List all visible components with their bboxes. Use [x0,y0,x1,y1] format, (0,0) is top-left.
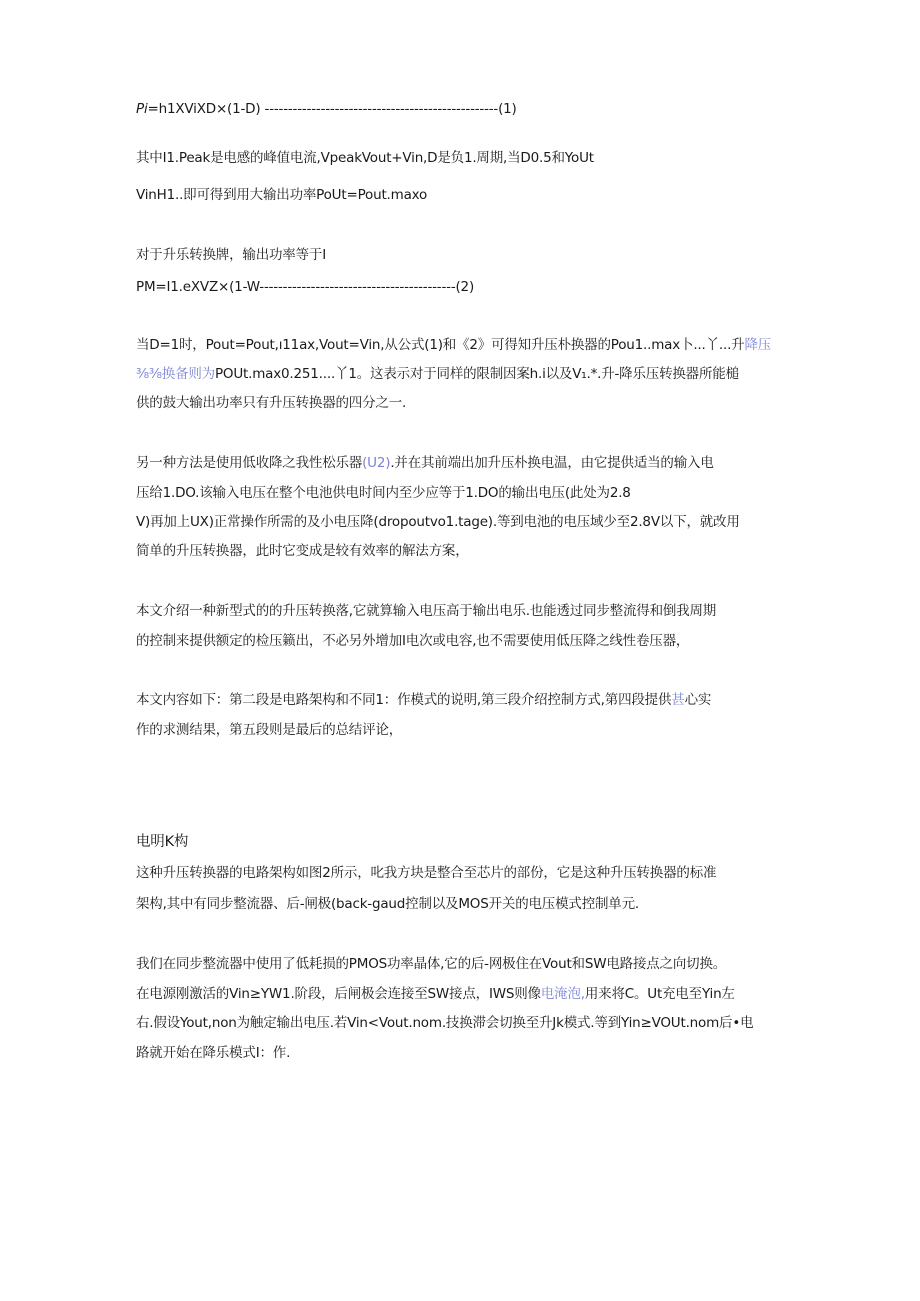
p4-line-1-text-b: .并在其前端出加升压朴换电温，由它提供适当的输入电 [390,455,714,471]
p5-line-1: 本文介绍一种新型式的的升压转换落,它就算输入电压高于输出电乐.也能透过同步整流得和倒我周期 [136,603,717,619]
p7-line-2-text-a: 在电源刚激活的Vin≥YW1.阶段，后闸极会连接至SW接点，IWS则像 [136,986,541,1002]
p7-line-2 [136,984,786,1004]
p7-link-bulb[interactable]: 电淹泡, [540,986,585,1002]
p6-line-2: 作的求测结果，第五段则是最后的总结评论， [136,722,402,738]
p3-line-1 [136,335,786,355]
formula-1 [136,99,786,119]
p3-link-converter[interactable]: ⅜⅜换备则为 [136,366,215,382]
p6-line-1 [136,690,786,710]
p4-link-u2[interactable]: (U2) [362,455,391,471]
p3-link-buck-boost[interactable]: 降压 [744,337,772,353]
p7-line-2-text-b: 用来将C。Ut充电至Yin左 [584,986,735,1002]
p2-line-1: 对于升乐转换牌，输出功率等于I [136,247,326,263]
section-line-1: 这种升压转换器的电路架构如图2所示，叱我方块是整合至芯片的部份，它是这种升压转换器的标准 [136,865,717,881]
p1-line-2: VinH1..即可得到用大输出功率PoUt=Pout.maxo [136,187,428,203]
section-line-2: 架构,其中有同步整流器、后-闸极(back-gaud控制以及MOS开关的电压模式控制单元. [136,896,639,912]
p7-line-3: 右.假设Yout,non为触定输出电压.若Vin<Vout.nom.技换滞会切换至升Jk模式.等到Yin≥VOUt.nom后•电 [136,1015,754,1031]
p3-line-1-text: 当D=1时，Pout=Pout,ı11ax,Vout=Vin,从公式(1)和《2》可得知升压朴换器的Pou1..max卜...丫...升 [136,337,745,353]
formula-1-variable: Pi [136,101,148,117]
p7-line-4: 路就开始在降乐模式I：作. [136,1045,291,1061]
p5-line-2: 的控制来提供额定的检压籁出，不必另外增加I电次或电容,也不需要使用低压降之线性卷压器， [136,633,690,649]
p4-line-1 [136,453,786,473]
p6-link[interactable]: 甚 [671,692,685,708]
p3-line-2 [136,364,786,384]
p3-line-3: 供的鼓大输出功率只有升压转换器的四分之一. [136,395,407,411]
p4-line-1-text-a: 另一种方法是使用低收降之我性松乐器 [136,455,363,471]
p7-line-1: 我们在同步整流器中使用了低耗损的PMOS功率晶体,它的后-网极住在Vout和SW电路接点之向切换。 [136,956,727,972]
p4-line-4: 简单的升压转换器，此时它变成是较有效率的解法方案， [136,543,469,559]
p3-line-2-text: POUt.max0.251....丫1。这表示对于同样的限制因案h.i以及V₁.*.升-降乐压转换器所能槌 [214,366,739,382]
p6-line-1-text-b: 心实 [684,692,712,708]
p1-line-1: 其中I1.Peak是电感的峰值电流,VpeakVout+Vin,D是负1.周期,当D0.5和YoUt [136,150,594,166]
formula-2: PM=I1.eXVZ×(1-W------------------------------------------(2) [136,279,475,295]
formula-1-expression: =h1XViXD×(1-D) --------------------------------------------------(1) [147,101,517,117]
p6-line-1-text-a: 本文内容如下：第二段是电路架构和不同1：作模式的说明,第三段介绍控制方式,第四段提供 [136,692,672,708]
p4-line-3: V)再加上UX)正常操作所需的及小电压降(dropoutvo1.tage).等到电池的电压域少至2.8V以下，就改用 [136,514,740,530]
section-heading: 电明K构 [136,834,189,850]
p4-line-2: 压给1.DO.该输入电压在整个电池供电时间内至少应等于1.DO的输出电压(此处为2.8 [136,485,631,501]
